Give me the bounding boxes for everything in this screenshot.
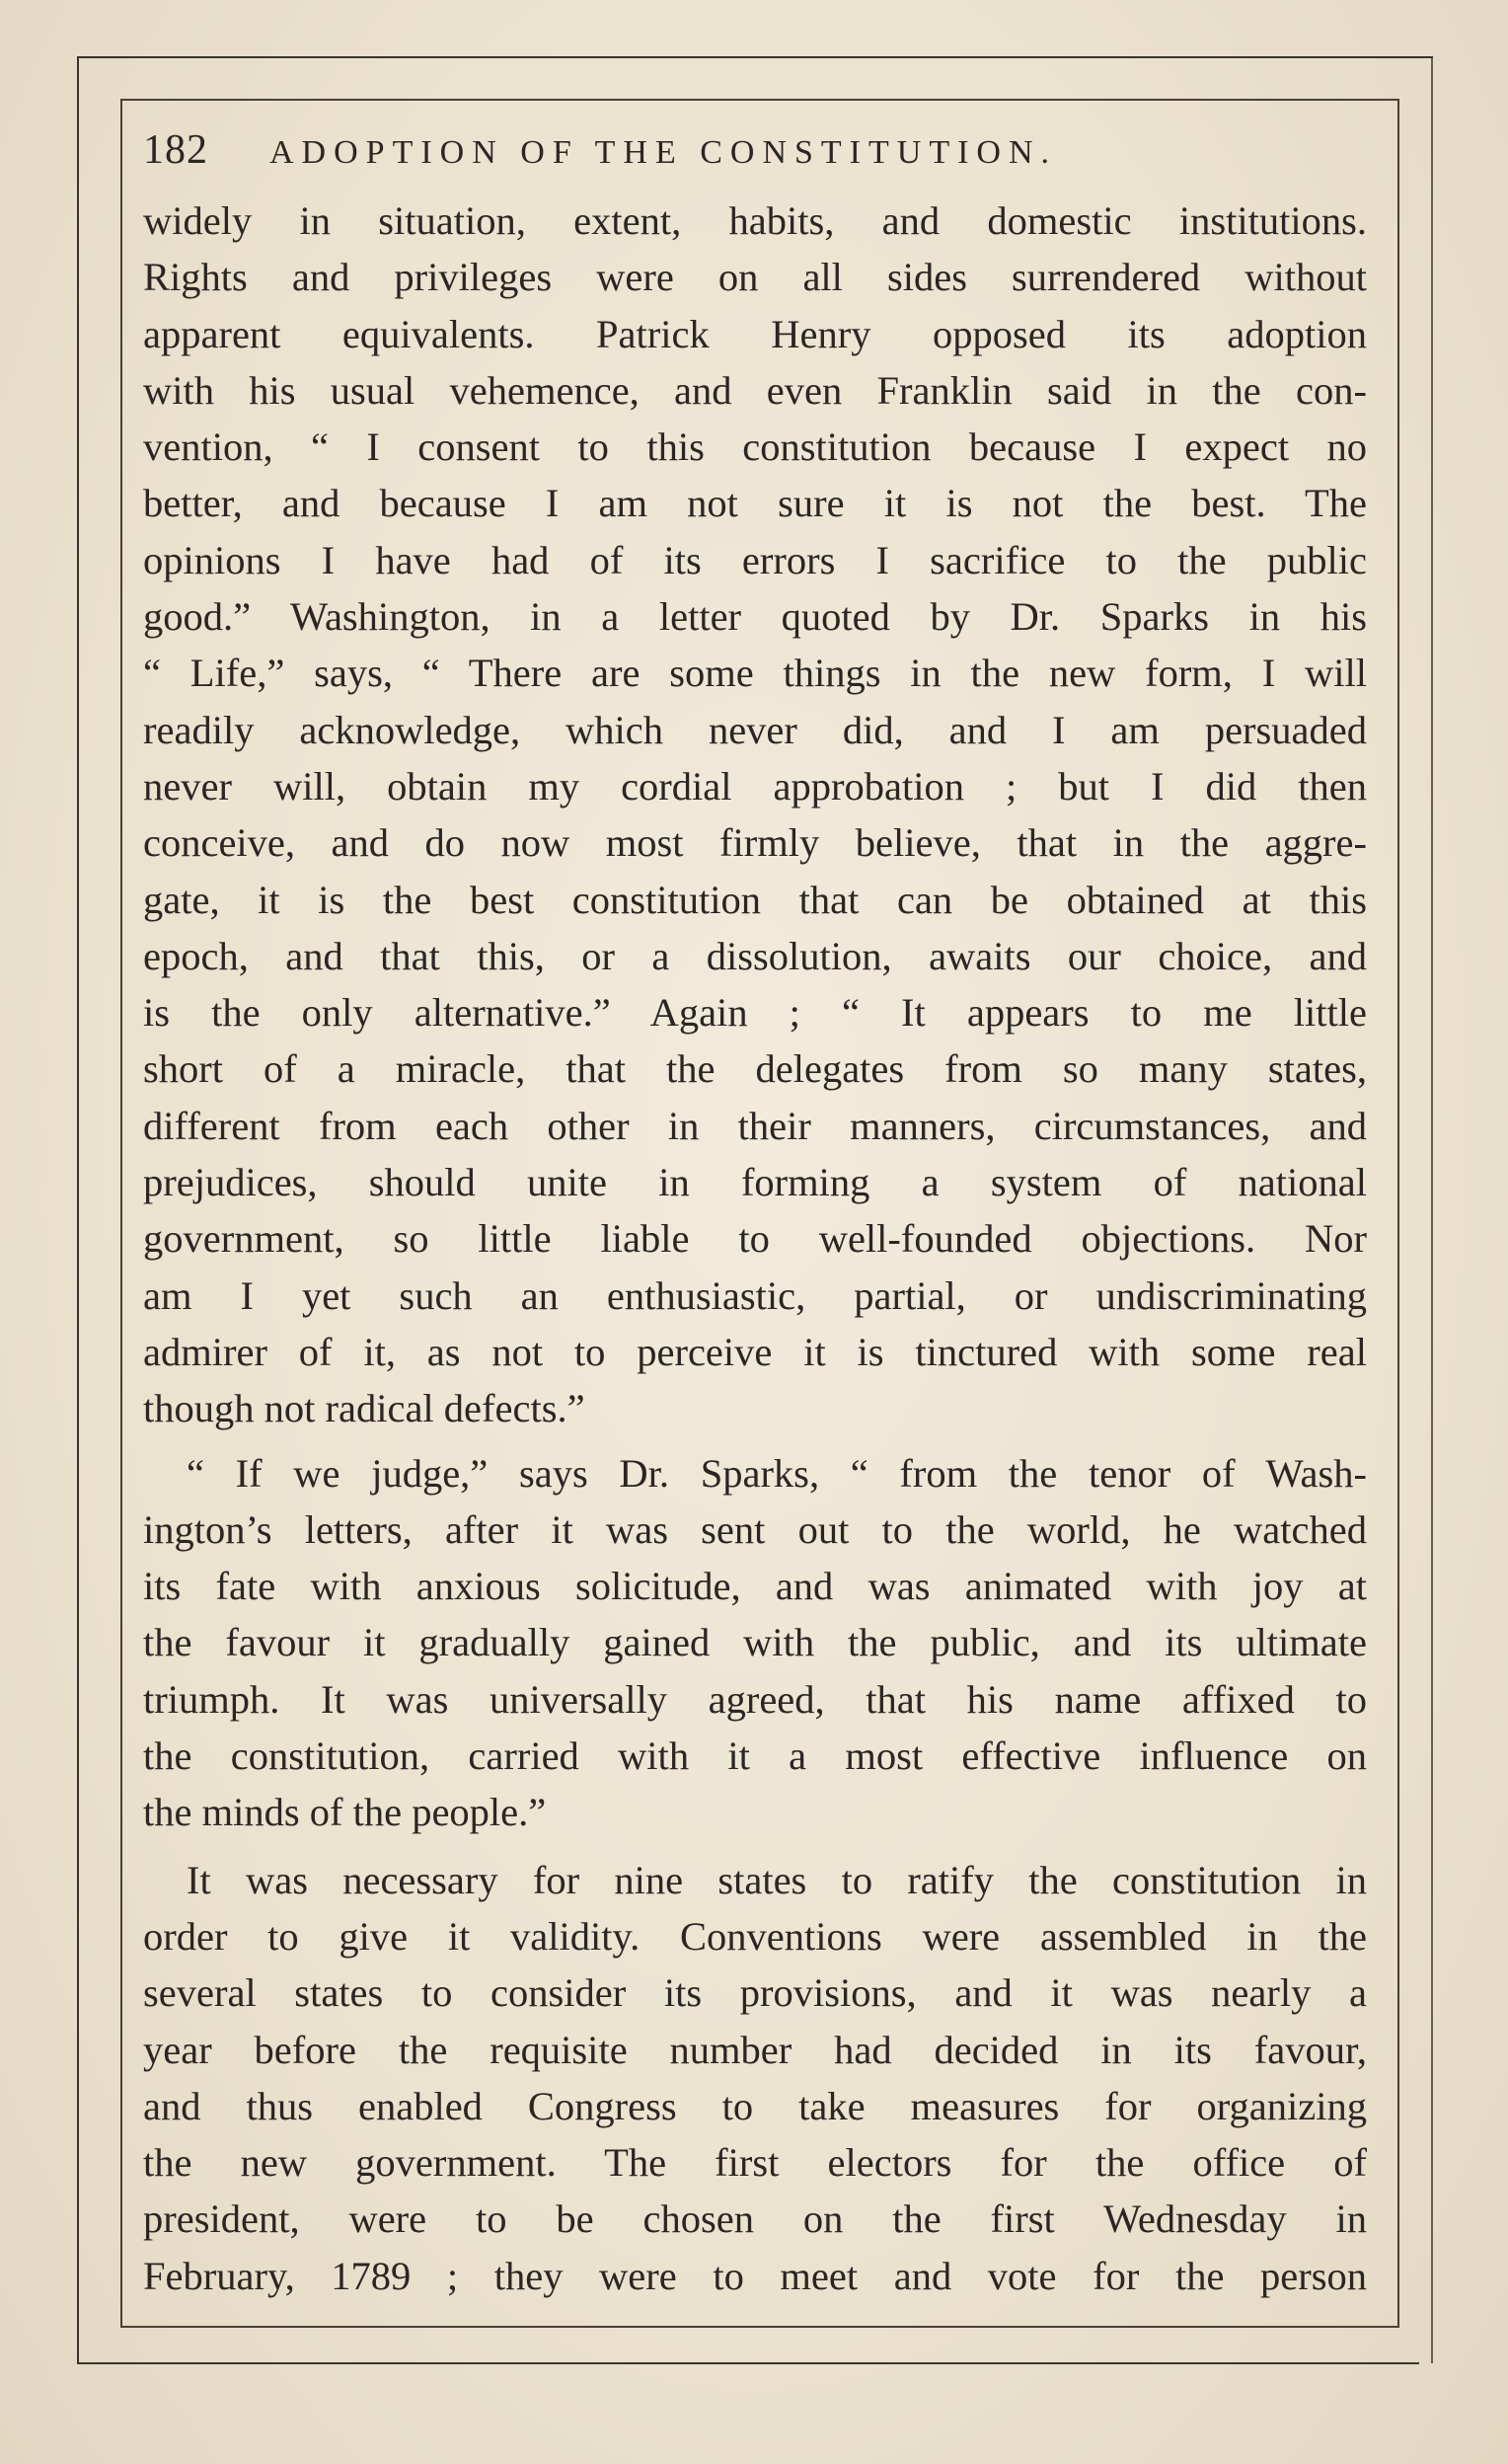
outer-rule-top xyxy=(77,56,1433,58)
text-line: government, so little liable to well-founded objections. Nor xyxy=(143,1216,1367,1262)
outer-rule-right xyxy=(1431,56,1433,2363)
text-line: is the only alternative.” Again ; “ It appears to me little xyxy=(143,990,1367,1036)
body-text xyxy=(143,192,1367,2304)
text-line: president, were to be chosen on the first Wednesday in xyxy=(143,2196,1367,2242)
text-line: It was necessary for nine states to ratify the constitution in xyxy=(187,1857,1367,1902)
text-line: and thus enabled Congress to take measures for organizing xyxy=(143,2083,1367,2128)
text-line: prejudices, should unite in forming a system of national xyxy=(143,1160,1367,1205)
text-line: order to give it validity. Conventions were assembled in the xyxy=(143,1913,1367,1959)
text-line: apparent equivalents. Patrick Henry opposed its adoption xyxy=(143,311,1367,356)
outer-rule-bottom xyxy=(77,2362,1419,2364)
text-line: the minds of the people.” xyxy=(143,1790,547,1835)
text-line: different from each other in their manners, circumstances, and xyxy=(143,1103,1367,1148)
text-line: gate, it is the best constitution that can be obtained at this xyxy=(143,877,1367,922)
text-line: “ If we judge,” says Dr. Sparks, “ from the tenor of Wash- xyxy=(187,1450,1367,1496)
outer-rule-left xyxy=(77,56,79,2363)
text-line: good.” Washington, in a letter quoted by Dr. Sparks in his xyxy=(143,594,1367,640)
text-line: Rights and privileges were on all sides surrendered without xyxy=(143,255,1367,300)
text-line: opinions I have had of its errors I sacrifice to the public xyxy=(143,537,1367,582)
page-number: 182 xyxy=(143,127,208,173)
text-line: epoch, and that this, or a dissolution, awaits our choice, and xyxy=(143,933,1367,978)
text-line: though not radical defects.” xyxy=(143,1386,585,1431)
text-line: with his usual vehemence, and even Franklin said in the con- xyxy=(143,367,1367,413)
text-line: February, 1789 ; they were to meet and vote for the person xyxy=(143,2253,1367,2298)
text-line: the constitution, carried with it a most effective influence on xyxy=(143,1733,1367,1779)
text-line: never will, obtain my cordial approbation ; but I did then xyxy=(143,763,1367,808)
text-line: admirer of it, as not to perceive it is tinctured with some real xyxy=(143,1329,1367,1374)
text-line: its fate with anxious solicitude, and was animated with joy at xyxy=(143,1564,1367,1609)
text-line: year before the requisite number had decided in its favour, xyxy=(143,2027,1367,2072)
text-line: am I yet such an enthusiastic, partial, or undiscriminating xyxy=(143,1272,1367,1318)
running-head xyxy=(143,126,1377,176)
text-line: widely in situation, extent, habits, and domestic institutions. xyxy=(143,198,1367,243)
text-line: short of a miracle, that the delegates from so many states, xyxy=(143,1046,1367,1092)
paragraph xyxy=(143,192,1367,1437)
text-line: vention, “ I consent to this constitution because I expect no xyxy=(143,424,1367,470)
text-line: better, and because I am not sure it is not the best. The xyxy=(143,481,1367,526)
text-line: the favour it gradually gained with the public, and its ultimate xyxy=(143,1620,1367,1665)
text-line: readily acknowledge, which never did, and I am persuaded xyxy=(143,707,1367,752)
paragraph xyxy=(143,1445,1367,1841)
text-line: “ Life,” says, “ There are some things in the new form, I will xyxy=(143,651,1367,696)
text-line: conceive, and do now most firmly believe, that in the aggre- xyxy=(143,820,1367,866)
running-title: ADOPTION OF THE CONSTITUTION. xyxy=(269,134,1058,171)
text-line: triumph. It was universally agreed, that his name affixed to xyxy=(143,1676,1367,1722)
paragraph xyxy=(143,1852,1367,2304)
text-line: several states to consider its provisions, and it was nearly a xyxy=(143,1970,1367,2016)
text-line: ington’s letters, after it was sent out to the world, he watched xyxy=(143,1506,1367,1552)
text-line: the new government. The first electors for the office of xyxy=(143,2140,1367,2186)
